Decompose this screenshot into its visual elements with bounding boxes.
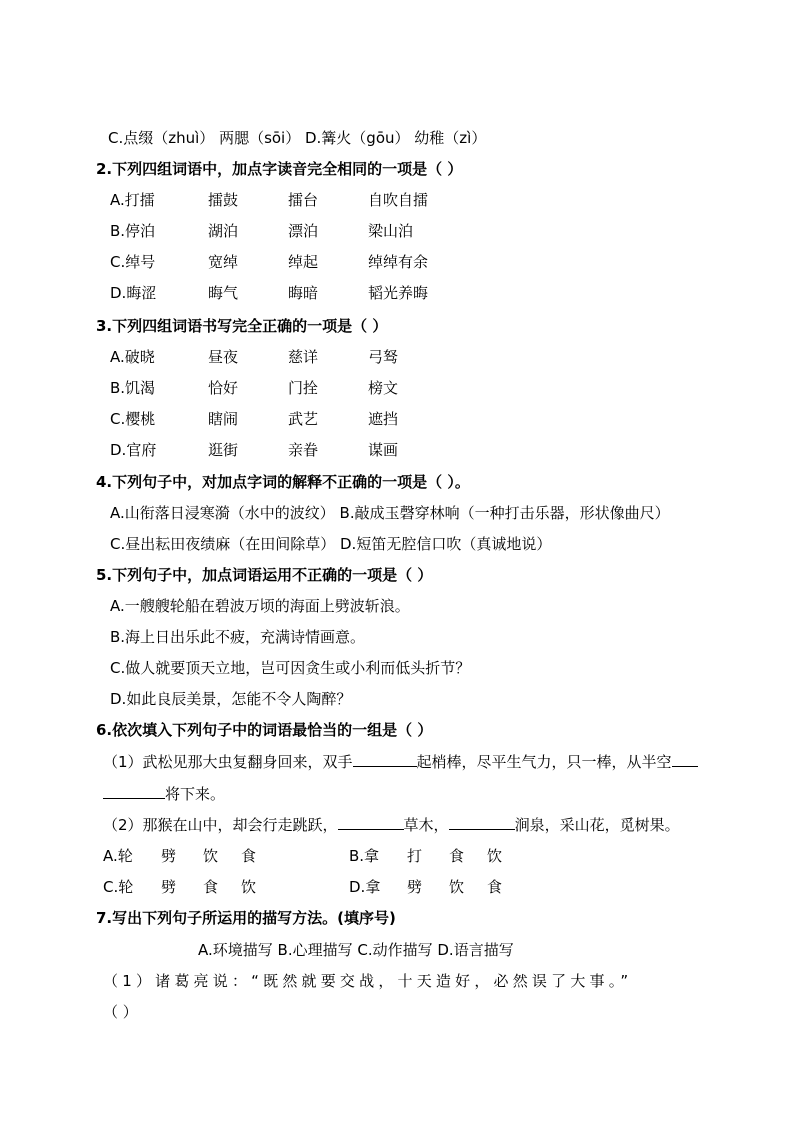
q2-c-4: 绰绰有余 [368, 253, 429, 271]
q6-a-2: 劈 [161, 847, 177, 865]
q2-d-3: 晦暗 [288, 284, 319, 302]
q6-s1-part-a: （1）武松见那大虫复翻身回来，双手 [103, 753, 353, 771]
q6-sentence-1 [103, 752, 698, 772]
q3-d-3: 亲眷 [288, 441, 319, 459]
q6-b-4: 饮 [487, 847, 503, 865]
q3-d-2: 逛街 [208, 441, 239, 459]
q6-b-3: 食 [449, 847, 465, 865]
q6-d-1: D.拿 [349, 878, 381, 896]
q6-s2-part-c: 涧泉，采山花，觅树果。 [514, 816, 680, 834]
q6-d-2: 劈 [407, 878, 423, 896]
q3-b-1: B.饥渴 [110, 379, 156, 397]
q6-a-4: 食 [241, 847, 257, 865]
q5-option-d: D.如此良辰美景，怎能不令人陶醉？ [110, 690, 352, 708]
q5-option-b: B.海上日出乐此不疲，充满诗情画意。 [110, 628, 366, 646]
q3-row-b [110, 378, 398, 398]
q4-options-line1: A.山衔落日浸寒漪（水中的波纹） B.敲成玉磬穿林响（一种打击乐器，形状像曲尺） [110, 504, 670, 522]
q6-c-2: 劈 [161, 878, 177, 896]
q6-blank-2a[interactable] [672, 752, 698, 767]
q5-option-a: A.一艘艘轮船在碧波万顷的海面上劈波斩浪。 [110, 597, 410, 615]
q4-stem: 4.下列句子中，对加点字词的解释不正确的一项是（ ）。 [96, 473, 470, 491]
q6-c-1: C.轮 [103, 878, 134, 896]
q6-b-2: 打 [407, 847, 423, 865]
q6-s2-part-b: 草木， [403, 816, 449, 834]
q6-s1-part-c: 将下来。 [165, 785, 226, 803]
q2-b-2: 湖泊 [208, 222, 239, 240]
q6-c-4: 饮 [241, 878, 257, 896]
q2-stem: 2.下列四组词语中，加点字读音完全相同的一项是（ ） [96, 160, 463, 178]
q6-d-4: 食 [487, 878, 503, 896]
q3-c-3: 武艺 [288, 410, 319, 428]
q4-options-line2: C.昼出耘田夜绩麻（在田间除草） D.短笛无腔信口吹（真诚地说） [110, 535, 552, 553]
q6-blank-1[interactable] [353, 752, 417, 767]
q3-b-3: 门拴 [288, 379, 319, 397]
q7-answer-paren[interactable]: （ ） [103, 1003, 138, 1021]
q3-c-1: C.樱桃 [110, 410, 156, 428]
q6-a-3: 饮 [203, 847, 219, 865]
q3-row-c [110, 409, 398, 429]
q2-a-3: 擂台 [288, 191, 319, 209]
q3-b-2: 恰好 [208, 379, 239, 397]
q3-a-1: A.破晓 [110, 348, 155, 366]
q6-d-3: 饮 [449, 878, 465, 896]
q6-c-3: 食 [203, 878, 219, 896]
q5-option-c: C.做人就要顶天立地，岂可因贪生或小利而低头折节？ [110, 659, 471, 677]
q6-a-1: A.轮 [103, 847, 133, 865]
q6-blank-4[interactable] [449, 815, 515, 830]
q2-a-2: 擂鼓 [208, 191, 239, 209]
q2-d-4: 韬光养晦 [368, 284, 429, 302]
q7-sentence-1: （1）诸葛亮说：“既然就要交战，十天造好，必然误了大事。” [103, 972, 633, 990]
q2-row-c [110, 252, 428, 272]
q2-row-a [110, 190, 428, 210]
q3-d-1: D.官府 [110, 441, 157, 459]
q6-sentence-1-cont [103, 784, 225, 804]
q7-stem: 7.写出下列句子所运用的描写方法。(填序号) [96, 909, 396, 927]
q3-d-4: 谋画 [368, 441, 399, 459]
q6-options-row1 [103, 846, 502, 866]
q6-b-1: B.拿 [349, 847, 380, 865]
q6-s2-part-a: （2）那猴在山中，却会行走跳跃， [103, 816, 338, 834]
q3-c-4: 遮挡 [368, 410, 399, 428]
q3-stem: 3.下列四组词语书写完全正确的一项是（ ） [96, 317, 388, 335]
q2-row-b [110, 221, 413, 241]
q2-c-1: C.绰号 [110, 253, 156, 271]
q6-blank-2b[interactable] [103, 784, 165, 799]
q2-a-4: 自吹自擂 [368, 191, 429, 209]
q6-sentence-2 [103, 815, 680, 835]
q3-a-4: 弓驽 [368, 348, 399, 366]
q6-options-row2 [103, 877, 502, 897]
q6-blank-3[interactable] [338, 815, 404, 830]
q2-c-2: 宽绰 [208, 253, 239, 271]
q6-s1-part-b: 起梢棒，尽平生气力，只一棒，从半空 [416, 753, 672, 771]
q2-b-1: B.停泊 [110, 222, 156, 240]
q3-b-4: 榜文 [368, 379, 399, 397]
q2-row-d [110, 283, 428, 303]
q3-row-a [110, 347, 398, 367]
q2-b-3: 漂泊 [288, 222, 319, 240]
q1-option-line [108, 128, 486, 148]
q7-methods: A.环境描写 B.心理描写 C.动作描写 D.语言描写 [198, 941, 514, 959]
q2-a-1: A.打擂 [110, 191, 155, 209]
q2-d-2: 晦气 [208, 284, 239, 302]
q3-row-d [110, 440, 398, 460]
q3-a-3: 慈详 [288, 348, 319, 366]
q6-stem: 6.依次填入下列句子中的词语最恰当的一组是（ ） [96, 721, 433, 739]
q1-option-text: C.点缀（zhuì） 两腮（sōi） D.篝火（gōu） 幼稚（zì） [108, 129, 487, 147]
q2-c-3: 绰起 [288, 253, 319, 271]
q3-c-2: 瞎闹 [208, 410, 239, 428]
q2-d-1: D.晦涩 [110, 284, 157, 302]
q2-b-4: 梁山泊 [368, 222, 414, 240]
q5-stem: 5.下列句子中，加点词语运用不正确的一项是（ ） [96, 566, 433, 584]
q3-a-2: 昼夜 [208, 348, 239, 366]
